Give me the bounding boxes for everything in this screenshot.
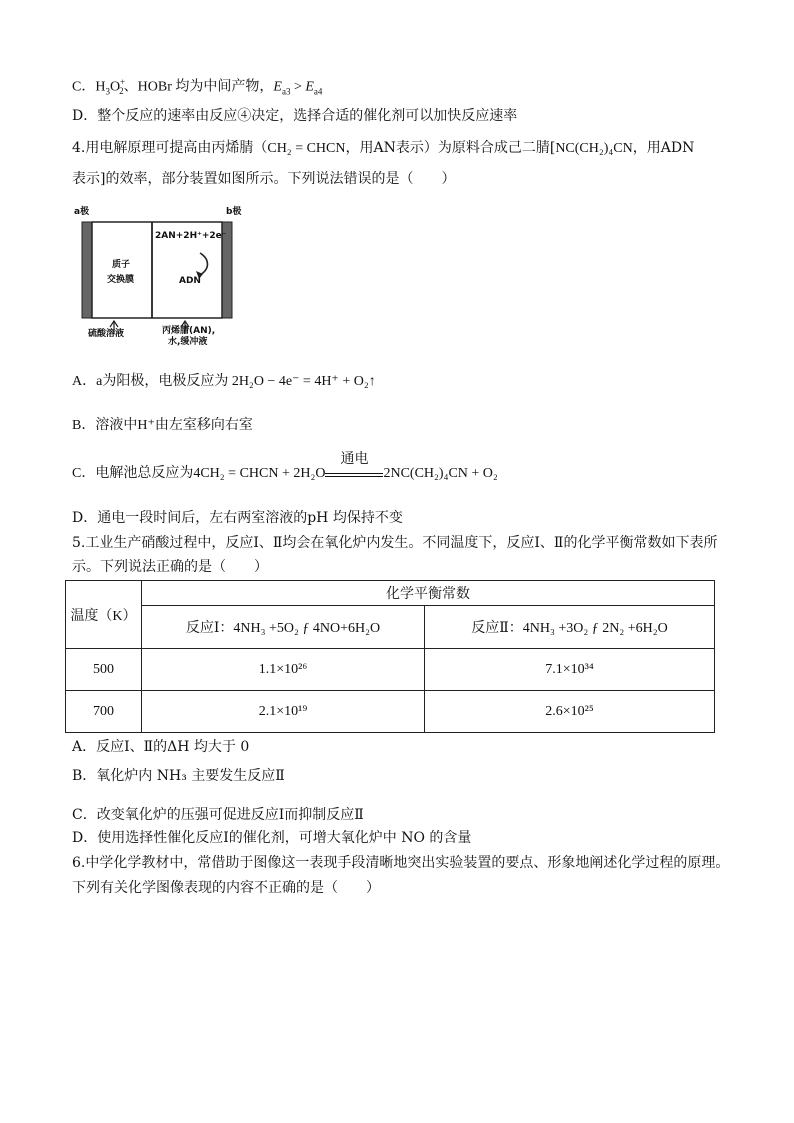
equilibrium-constant-table (65, 580, 715, 733)
q4-option-c-right: 2NC(CH₂)₄CN + O₂ (383, 466, 498, 481)
q4-stem-formula-an: CH₂ = CHCN (267, 141, 346, 156)
right-input-label-1: 丙烯腈(AN), (162, 326, 216, 336)
left-input-label: 硫酸溶液 (88, 329, 125, 339)
q4-stem-part-c: ，用ADN (632, 140, 695, 156)
q3-option-c-sep: > (290, 79, 306, 95)
row-k1: 1.1×10²⁶ (142, 649, 425, 691)
q3-option-c: C．$H_3O^+_2$、HOBr 均为中间产物，$E_{a3} > E_{a4}$ (72, 77, 323, 97)
q5-option-b: B．氧化炉内 NH₃ 主要发生反应Ⅱ (72, 768, 285, 784)
table-subheader-row (66, 606, 715, 649)
q4-option-c-left: 4CH₂ = CHCN + 2H₂O (193, 466, 326, 481)
row-k2: 7.1×10³⁴ (425, 649, 715, 691)
q3-option-c-mid: 、HOBr 均为中间产物， (123, 79, 274, 95)
q5-option-d: D．使用选择性催化反应Ⅰ的催化剂，可增大氧化炉中 NO 的含量 (72, 830, 472, 846)
electrolysis-cell-figure (72, 203, 262, 348)
table-row (66, 691, 715, 733)
adn-label: ADN (179, 276, 201, 286)
q5-stem-line2: 示。下列说法正确的是（ ） (72, 559, 268, 575)
row-temp: 700 (66, 691, 142, 733)
q4-stem-part-b: ，用AN表示）为原料合成己二腈[ (345, 140, 556, 156)
row-k2: 2.6×10²⁵ (425, 691, 715, 733)
reaction-arrow (200, 253, 208, 275)
q4-option-b: B．溶液中H⁺由左室移向右室 (72, 418, 253, 433)
q5-option-a: A．反应Ⅰ、Ⅱ的ΔH 均大于 0 (72, 739, 250, 755)
temp-header: 温度（K） (66, 581, 142, 649)
table-header-row (66, 581, 715, 606)
q4-option-c-equals-sign (325, 452, 383, 477)
q4-stem-line2: 表示]的效率，部分装置如图所示。下列说法错误的是（ ） (72, 171, 456, 187)
q4-stem-formula-adn: NC(CH₂)₄CN (555, 141, 633, 156)
q4-option-c-condition: 通电 (340, 452, 369, 467)
row-temp: 500 (66, 649, 142, 691)
anode-label: a极 (74, 207, 90, 217)
q6-stem-line2: 下列有关化学图像表现的内容不正确的是（ ） (72, 880, 380, 896)
q5-option-c: C．改变氧化炉的压强可促进反应Ⅰ而抑制反应Ⅱ (72, 807, 364, 823)
q6-stem-line1: 6.中学化学教材中，常借助于图像这一表现手段清晰地突出实验装置的要点、形象地阐述化学过程的原理。 (72, 855, 730, 871)
membrane-label-2: 交换膜 (107, 275, 135, 285)
table-row (66, 649, 715, 691)
q3-option-d: D．整个反应的速率由反应④决定，选择合适的催化剂可以加快反应速率 (72, 108, 518, 124)
q4-stem-line1 (72, 138, 694, 159)
reaction2-header: 反应Ⅱ：4NH₃ +3O₂ ƒ 2N₂ +6H₂O (425, 606, 715, 649)
q4-option-c-prefix: C．电解池总反应为 (72, 466, 194, 481)
q4-option-c (72, 452, 498, 484)
group-header: 化学平衡常数 (142, 581, 715, 606)
row-k1: 2.1×10¹⁹ (142, 691, 425, 733)
reaction1-header: 反应Ⅰ：4NH₃ +5O₂ ƒ 4NO+6H₂O (142, 606, 425, 649)
right-input-label-2: 水,缓冲液 (168, 337, 208, 347)
q4-stem-part-a: 4.用电解原理可提高由丙烯腈（ (72, 140, 268, 156)
cathode-reaction-label: 2AN+2H⁺+2e⁻ (155, 231, 227, 241)
membrane-label-1: 质子 (112, 260, 131, 270)
anode-plate (82, 222, 92, 318)
q5-stem-line1: 5.工业生产硝酸过程中，反应Ⅰ、Ⅱ均会在氧化炉内发生。不同温度下，反应Ⅰ、Ⅱ的化学平衡常数如下表所 (72, 535, 718, 551)
q4-option-a: A．a为阳极，电极反应为 2H₂O − 4e⁻ = 4H⁺ + O₂↑ (72, 374, 376, 389)
cathode-label: b极 (226, 207, 242, 217)
q3-option-c-prefix: C．H (72, 79, 106, 95)
q4-option-d: D．通电一段时间后，左右两室溶液的pH 均保持不变 (72, 510, 403, 526)
